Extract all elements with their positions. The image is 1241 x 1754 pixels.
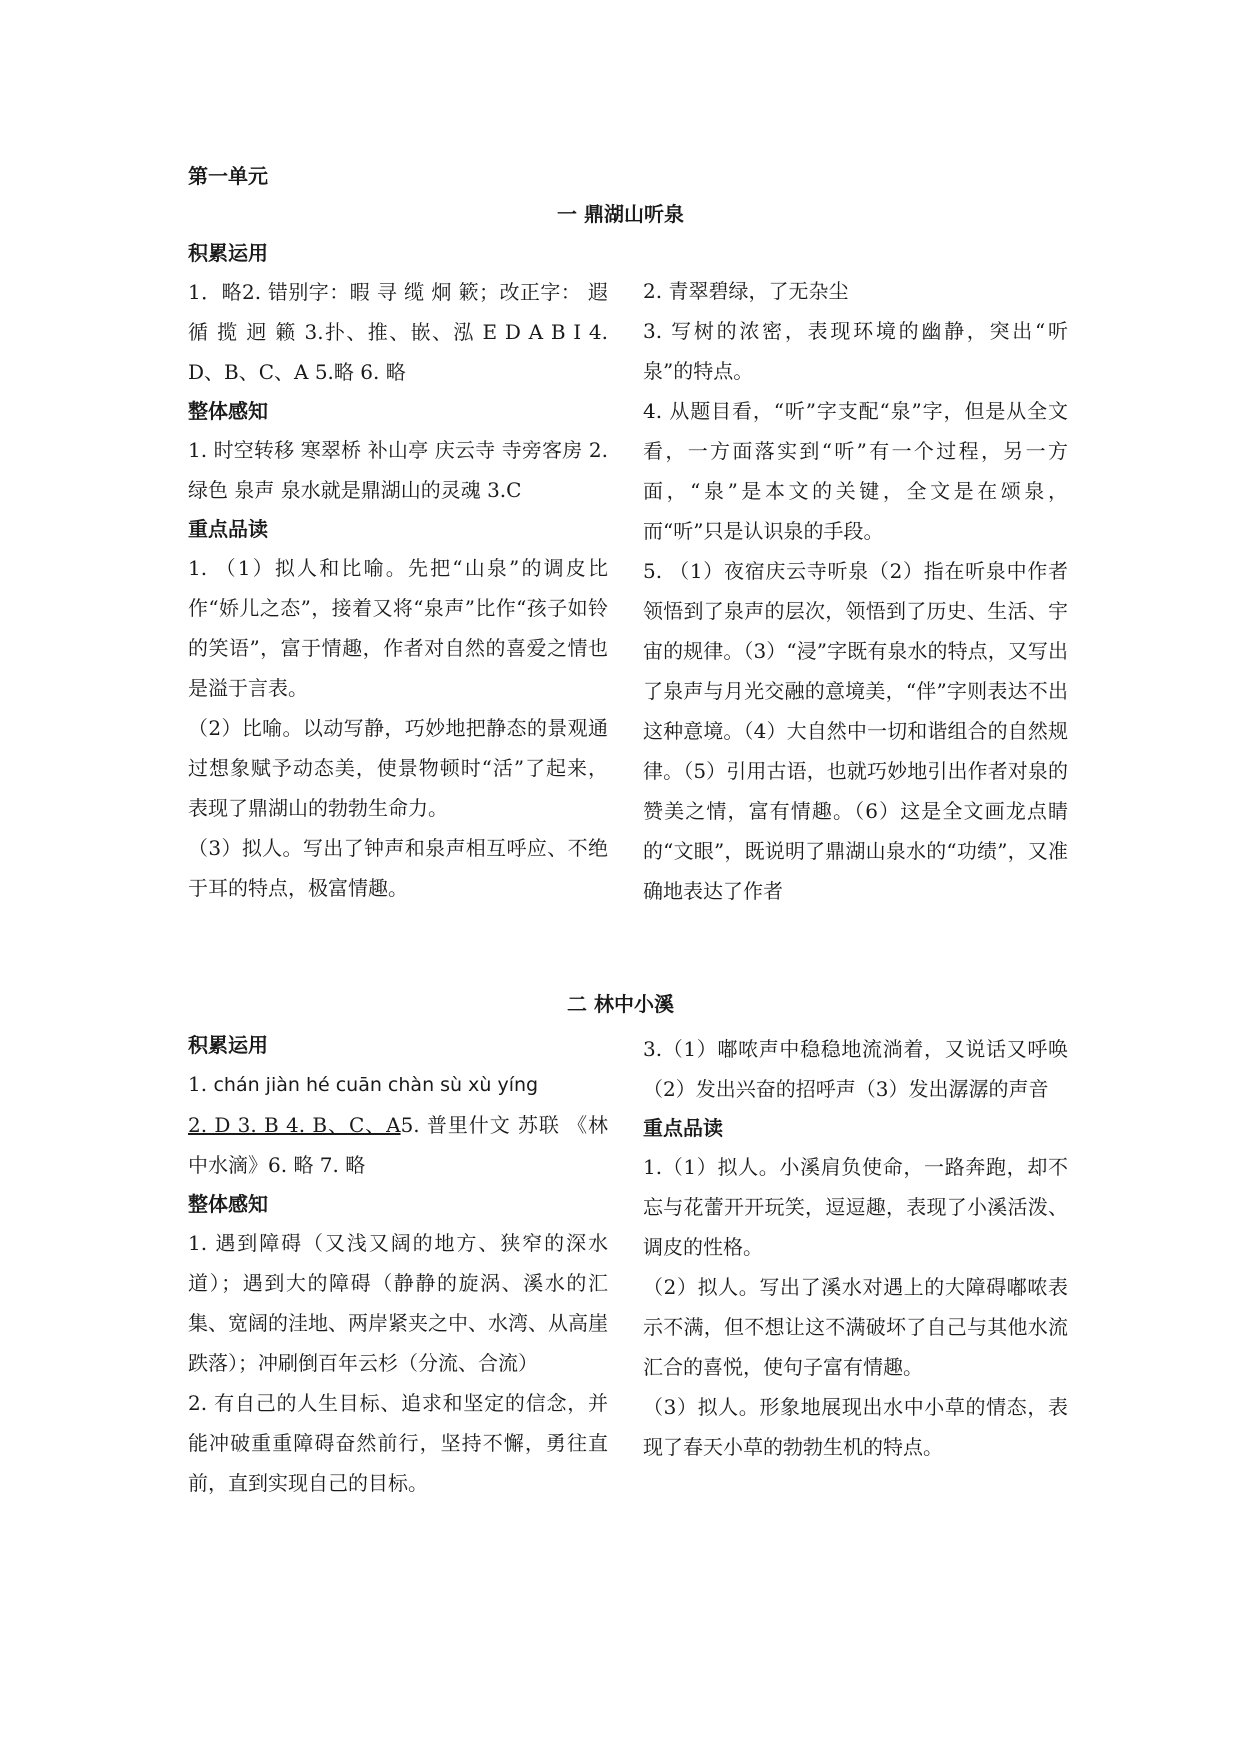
overall-perception-heading: 整体感知 <box>188 1192 268 1216</box>
lesson-1-title: 一 鼎湖山听泉 <box>557 202 684 226</box>
key-reading-item-1: 1. （1）拟人和比喻。先把“山泉”的调皮比作“娇儿之态”，接着又将“泉声”比作“孩子如铃的笑语”，富于情趣，作者对自然的喜爱之情也是溢于言表。 <box>188 556 608 700</box>
answer-5: 5. （1）夜宿庆云寺听泉（2）指在听泉中作者领悟到了泉声的层次，领悟到了历史、生活、宇宙的规律。（3）“浸”字既有泉水的特点，又写出了泉声与月光交融的意境美，“伴”字则表达不出这种意境。（4）大自然中一切和谐组合的自然规律。（5）引用古语，也就巧妙地引出作者对泉的赞美之情，富有情趣。（6）这是全文画龙点睛的“文眼”，既说明了鼎湖山泉水的“功绩”，又准确地表达了作者 <box>643 559 1068 903</box>
key-reading-item-3: （3）拟人。写出了钟声和泉声相互呼应、不绝于耳的特点，极富情趣。 <box>188 836 608 900</box>
choice-answers <box>188 1105 608 1185</box>
overall-perception-item-1: 1. 遇到障碍（又浅又阔的地方、狭窄的深水道）；遇到大的障碍（静静的旋涡、溪水的汇集、宽阔的洼地、两岸紧夹之中、水湾、从高崖跌落）；冲刷倒百年云杉（分流、合流） <box>188 1231 608 1375</box>
accumulation-heading: 积累运用 <box>188 1033 268 1057</box>
key-reading-item-1: 1.（1）拟人。小溪肩负使命，一路奔跑，却不忘与花蕾开开玩笑，逗逗趣，表现了小溪活泼、调皮的性格。 <box>643 1155 1068 1259</box>
lesson-2-left-column <box>188 1026 608 1503</box>
key-reading-heading: 重点品读 <box>643 1116 723 1140</box>
lesson-1-right-column <box>643 271 1068 911</box>
answer-4: 4. 从题目看，“听”字支配“泉”字，但是从全文看，一方面落实到“听”有一个过程，另一方面，“泉”是本文的关键，全文是在颂泉，而“听”只是认识泉的手段。 <box>643 399 1068 543</box>
lesson-2-right-column <box>643 1029 1068 1467</box>
key-reading-item-2: （2）比喻。以动写静，巧妙地把静态的景观通过想象赋予动态美，使景物顿时“活”了起来，表现了鼎湖山的勃勃生命力。 <box>188 716 608 820</box>
pinyin-number: 1. <box>188 1072 208 1096</box>
pinyin-answers <box>188 1064 608 1105</box>
pinyin-text: chán jiàn hé cuān chàn sù xù yíng <box>213 1074 539 1096</box>
key-reading-item-2: （2）拟人。写出了溪水对遇上的大障碍嘟哝表示不满，但不想让这不满破坏了自己与其他水流汇合的喜悦，使句子富有情趣。 <box>643 1275 1068 1379</box>
answer-3: 3.（1）嘟哝声中稳稳地流淌着，又说话又呼唤（2）发出兴奋的招呼声（3）发出潺潺的声音 <box>643 1037 1068 1101</box>
overall-perception-heading: 整体感知 <box>188 399 268 423</box>
unit-title: 第一单元 <box>188 164 268 188</box>
author-answers: 5. 普里什文 苏联 《林中水滴》6. 略 7. 略 <box>188 1113 608 1177</box>
answer-2: 2. 青翠碧绿，了无杂尘 <box>643 279 849 303</box>
lesson-1-left-column <box>188 234 608 908</box>
answer-3: 3. 写树的浓密，表现环境的幽静，突出“听泉”的特点。 <box>643 319 1068 383</box>
overall-perception-answers: 1. 时空转移 寒翠桥 补山亭 庆云寺 寺旁客房 2. 绿色 泉声 泉水就是鼎湖山的灵魂 3.C <box>188 438 608 502</box>
accumulation-answers: 1．略2. 错别字：暇 寻 缆 炯 簌；改正字： 遐 循 揽 迥 籁 3.扑、推、嵌、泓 E D A B I 4. D、B、C、A 5.略 6. 略 <box>188 280 608 384</box>
key-reading-item-3: （3）拟人。形象地展现出水中小草的情态，表现了春天小草的勃勃生机的特点。 <box>643 1395 1068 1459</box>
accumulation-heading: 积累运用 <box>188 241 268 265</box>
key-reading-heading: 重点品读 <box>188 517 268 541</box>
choice-answers-underlined: 2. D 3. B 4. B、C、A <box>188 1113 401 1137</box>
overall-perception-item-2: 2. 有自己的人生目标、追求和坚定的信念，并能冲破重重障碍奋然前行，坚持不懈，勇往直前，直到实现自己的目标。 <box>188 1391 608 1495</box>
lesson-2-title: 二 林中小溪 <box>567 992 674 1016</box>
